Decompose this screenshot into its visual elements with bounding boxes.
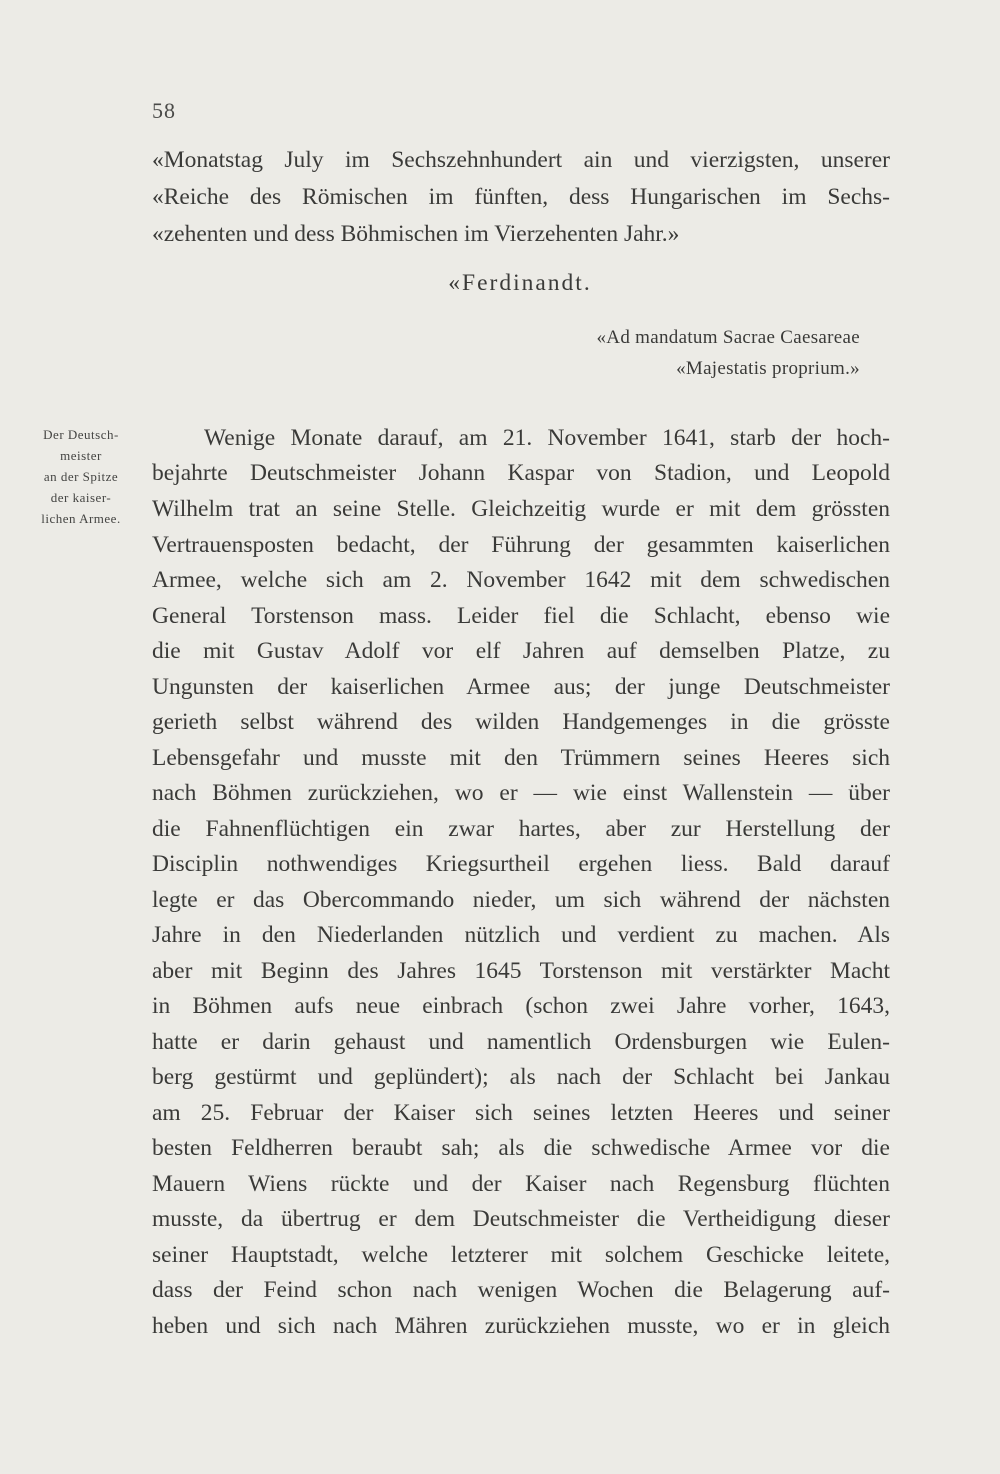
paragraph-line: in Böhmen aufs neue einbrach (schon zwei Jahre vorher, 1643,	[152, 993, 890, 1019]
paragraph-line: berg gestürmt und geplündert); als nach der Schlacht bei Jankau	[152, 1064, 890, 1090]
decree-line: «zehenten und dess Böhmischen im Vierzehenten Jahr.»	[152, 221, 680, 247]
paragraph-line: Lebensgefahr und musste mit den Trümmern seines Heeres sich	[152, 745, 890, 771]
paragraph-line: Wenige Monate darauf, am 21. November 1641, starb der hoch-	[204, 425, 890, 451]
paragraph-line: Disciplin nothwendiges Kriegsurtheil ergehen liess. Bald darauf	[152, 851, 890, 877]
paragraph-line: die mit Gustav Adolf vor elf Jahren auf demselben Platze, zu	[152, 638, 890, 664]
margin-note-line: an der Spitze	[43, 469, 119, 484]
paragraph-line: Jahre in den Niederlanden nützlich und verdient zu machen. Als	[152, 922, 890, 948]
paragraph-line: die Fahnenflüchtigen ein zwar hartes, aber zur Herstellung der	[152, 816, 890, 842]
paragraph-line: General Torstenson mass. Leider fiel die Schlacht, ebenso wie	[152, 603, 890, 629]
paragraph-line: Armee, welche sich am 2. November 1642 mit dem schwedischen	[152, 567, 890, 593]
paragraph-line: hatte er darin gehaust und namentlich Ordensburgen wie Eulen-	[152, 1029, 890, 1055]
paragraph-line: besten Feldherren beraubt sah; als die schwedische Armee vor die	[152, 1135, 890, 1161]
margin-note-line: der kaiser-	[50, 490, 112, 505]
paragraph-line: dass der Feind schon nach wenigen Wochen die Belagerung auf-	[152, 1277, 890, 1303]
decree-line: «Monatstag July im Sechszehnhundert ain und vierzigsten, unserer	[152, 147, 890, 173]
paragraph-line: bejahrte Deutschmeister Johann Kaspar von Stadion, und Leopold	[152, 460, 890, 486]
paragraph-line: seiner Hauptstadt, welche letzterer mit solchem Geschicke leitete,	[152, 1242, 890, 1268]
paragraph-line: Mauern Wiens rückte und der Kaiser nach Regensburg flüchten	[152, 1171, 890, 1197]
countersign-line: «Majestatis proprium.»	[676, 358, 860, 379]
paragraph-line: Wilhelm trat an seine Stelle. Gleichzeitig wurde er mit dem grössten	[152, 496, 890, 522]
paragraph-line: legte er das Obercommando nieder, um sich während der nächsten	[152, 887, 890, 913]
paragraph-line: nach Böhmen zurückziehen, wo er — wie einst Wallenstein — über	[152, 780, 890, 806]
paragraph-line: gerieth selbst während des wilden Handgemenges in die grösste	[152, 709, 890, 735]
margin-note-line: Der Deutsch-	[43, 427, 119, 442]
signature: «Ferdinandt.	[448, 270, 592, 296]
page-number: 58	[152, 98, 176, 123]
paragraph-line: am 25. Februar der Kaiser sich seines letzten Heeres und seiner	[152, 1100, 890, 1126]
margin-note-line: meister	[60, 448, 102, 463]
paragraph-line: heben und sich nach Mähren zurückziehen musste, wo er in gleich	[152, 1313, 890, 1339]
paragraph-line: aber mit Beginn des Jahres 1645 Torstenson mit verstärkter Macht	[152, 958, 890, 984]
paragraph-line: Ungunsten der kaiserlichen Armee aus; der junge Deutschmeister	[152, 674, 890, 700]
margin-note-line: lichen Armee.	[41, 511, 121, 526]
countersign-line: «Ad mandatum Sacrae Caesareae	[596, 327, 860, 348]
decree-line: «Reiche des Römischen im fünften, dess Hungarischen im Sechs-	[152, 184, 890, 210]
paragraph-line: Vertrauensposten bedacht, der Führung der gesammten kaiserlichen	[152, 532, 890, 558]
paragraph-line: musste, da übertrug er dem Deutschmeister die Vertheidigung dieser	[152, 1206, 890, 1232]
margin-note	[18, 424, 144, 529]
